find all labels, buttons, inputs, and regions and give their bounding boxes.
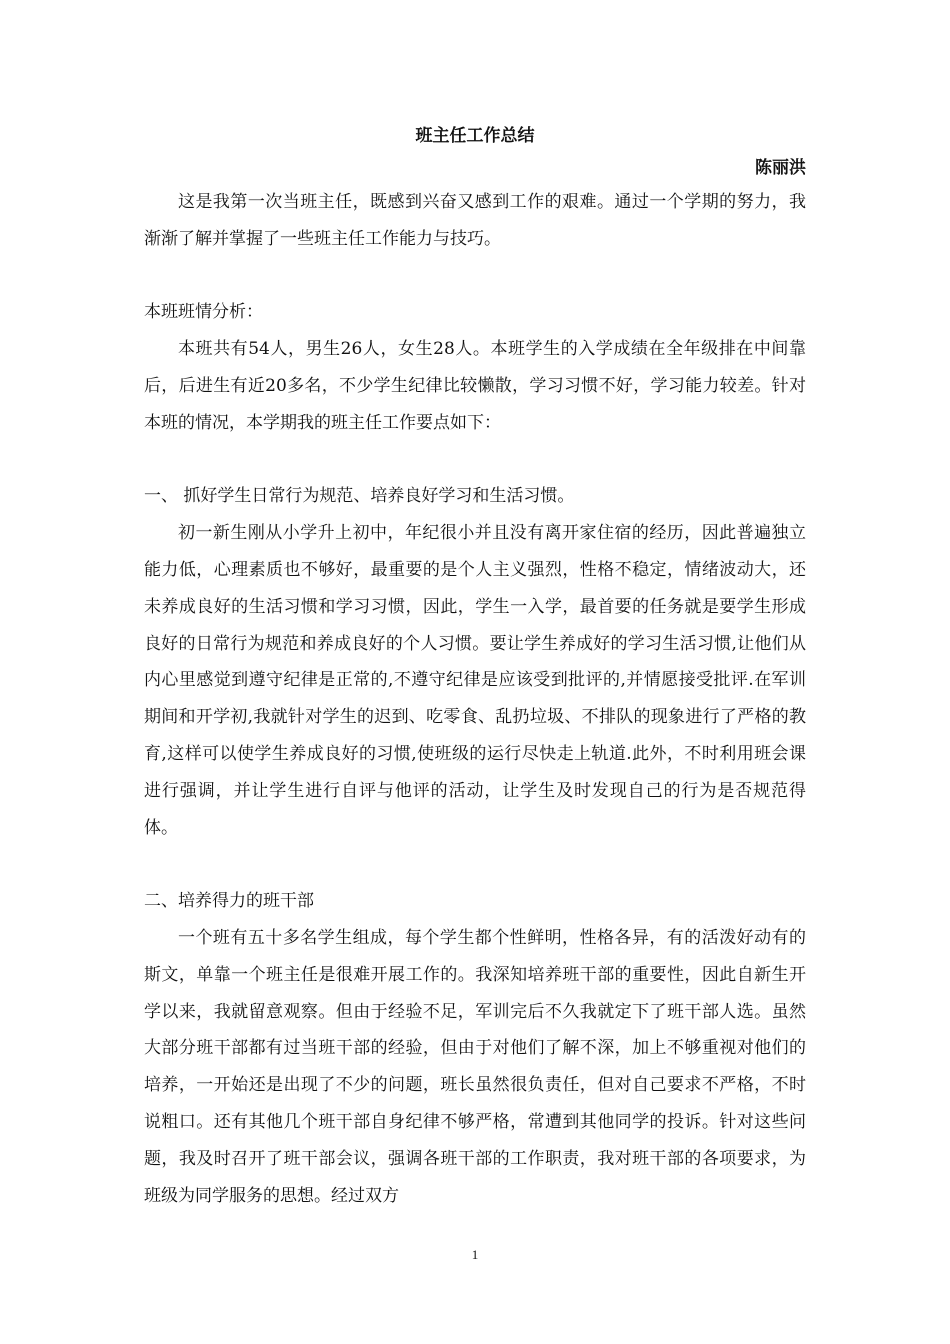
analysis-heading: 本班班情分析： [144, 302, 263, 323]
section-2-paragraph: 一个班有五十多名学生组成，每个学生都个性鲜明，性格各异，有的活泼好动有的斯文，单靠一个班主任是很难开展工作的。我深知培养班干部的重要性，因此自新生开学以来，我就留意观察。但由于经验不足，军训完后不久我就定下了班干部人选。虽然大部分班干部都有过当班干部的经验，但由于对他们了解不深，加上不够重视对他们的培养，一开始还是出现了不少的问题，班长虽然很负责任，但对自己要求不严格，不时说粗口。还有其他几个班干部自身纪律不够严格，常遭到其他同学的投诉。针对这些问题，我及时召开了班干部会议，强调各班干部的工作职责，我对班干部的各项要求，为班级为同学服务的思想。经过双方 [144, 927, 806, 1206]
section-2-heading: 二、培养得力的班干部 [144, 891, 314, 912]
intro-paragraph: 这是我第一次当班主任，既感到兴奋又感到工作的艰难。通过一个学期的努力，我渐渐了解并掌握了一些班主任工作能力与技巧。 [144, 192, 806, 249]
paragraph-spacer [144, 258, 806, 295]
document-author: 陈丽洪 [755, 158, 806, 178]
document-body [144, 120, 806, 1214]
section-1-heading: 一、 抓好学生日常行为规范、培养良好学习和生活习惯。 [144, 486, 575, 507]
page-number: 1 [471, 1247, 479, 1262]
analysis-paragraph: 本班共有54人，男生26人，女生28人。本班学生的入学成绩在全年级排在中间靠后，后进生有近20多名，不少学生纪律比较懒散，学习习惯不好，学习能力较差。针对本班的情况，本学期我的班主任工作要点如下： [144, 339, 806, 433]
document-title: 班主任工作总结 [415, 126, 535, 146]
paragraph-spacer [144, 846, 806, 883]
paragraph-spacer [144, 442, 806, 479]
section-1-paragraph: 初一新生刚从小学升上初中，年纪很小并且没有离开家住宿的经历，因此普遍独立能力低，心理素质也不够好，最重要的是个人主义强烈，性格不稳定，情绪波动大，还未养成良好的生活习惯和学习习惯，因此，学生一入学，最首要的任务就是要学生形成良好的日常行为规范和养成良好的个人习惯。要让学生养成好的学习生活习惯,让他们从内心里感觉到遵守纪律是正常的,不遵守纪律是应该受到批评的,并情愿接受批评.在军训期间和开学初,我就针对学生的迟到、吃零食、乱扔垃圾、不排队的现象进行了严格的教育,这样可以使学生养成良好的习惯,使班级的运行尽快走上轨道.此外，不时利用班会课进行强调，并让学生进行自评与他评的活动，让学生及时发现自己的行为是否规范得体。 [144, 523, 806, 838]
